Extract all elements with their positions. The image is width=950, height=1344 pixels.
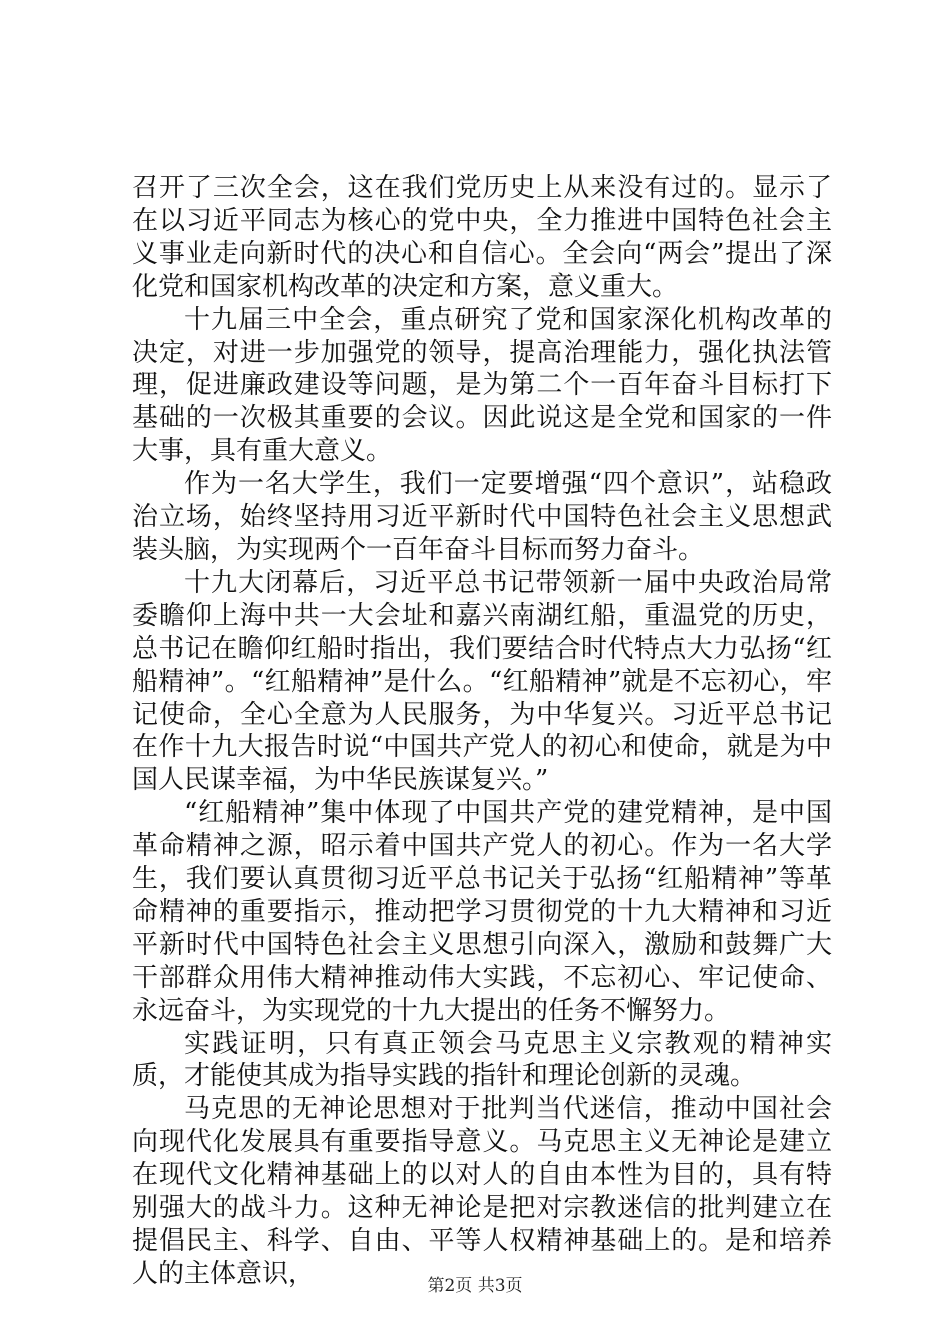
page-number-label: 第2页 共3页 (427, 1276, 523, 1296)
document-body (132, 172, 832, 1291)
paragraph-2: 十九届三中全会，重点研究了党和国家深化机构改革的决定，对进一步加强党的领导，提高治理能力，强化执法管理，促进廉政建设等问题，是为第二个一百年奋斗目标打下基础的一次极其重要的会议。因此说这是全党和国家的一件大事，具有重大意义。 (132, 304, 832, 467)
paragraph-1: 召开了三次全会，这在我们党历史上从来没有过的。显示了在以习近平同志为核心的党中央，全力推进中国特色社会主义事业走向新时代的决心和自信心。全会向“两会”提出了深化党和国家机构改革的决定和方案，意义重大。 (132, 173, 832, 302)
paragraph-4: 十九大闭幕后，习近平总书记带领新一届中央政治局常委瞻仰上海中共一大会址和嘉兴南湖红船，重温党的历史，总书记在瞻仰红船时指出，我们要结合时代特点大力弘扬“红船精神”。“红船精神”是什么。“红船精神”就是不忘初心，牢记使命，全心全意为人民服务，为中华复兴。习近平总书记在作十九大报告时说“中国共产党人的初心和使命，就是为中国人民谋幸福，为中华民族谋复兴。” (132, 567, 832, 796)
paragraph-6: 实践证明，只有真正领会马克思主义宗教观的精神实质，才能使其成为指导实践的指针和理论创新的灵魂。 (132, 1028, 832, 1092)
paragraph-3: 作为一名大学生，我们一定要增强“四个意识”，站稳政治立场，始终坚持用习近平新时代中国特色社会主义思想武装头脑，为实现两个一百年奋斗目标而努力奋斗。 (132, 469, 832, 565)
paragraph-7: 马克思的无神论思想对于批判当代迷信，推动中国社会向现代化发展具有重要指导意义。马克思主义无神论是建立在现代文化精神基础上的以对人的自由本性为目的，具有特别强大的战斗力。这种无神论是把对宗教迷信的批判建立在提倡民主、科学、自由、平等人权精神基础上的。是和培养人的主体意识， (132, 1094, 832, 1289)
page-footer (0, 1271, 950, 1296)
paragraph-5: “红船精神”集中体现了中国共产党的建党精神，是中国革命精神之源，昭示着中国共产党人的初心。作为一名大学生，我们要认真贯彻习近平总书记关于弘扬“红船精神”等革命精神的重要指示，推动把学习贯彻党的十九大精神和习近平新时代中国特色社会主义思想引向深入，激励和鼓舞广大干部群众用伟大精神推动伟大实践，不忘初心、牢记使命、永远奋斗，为实现党的十九大提出的任务不懈努力。 (132, 798, 832, 1026)
